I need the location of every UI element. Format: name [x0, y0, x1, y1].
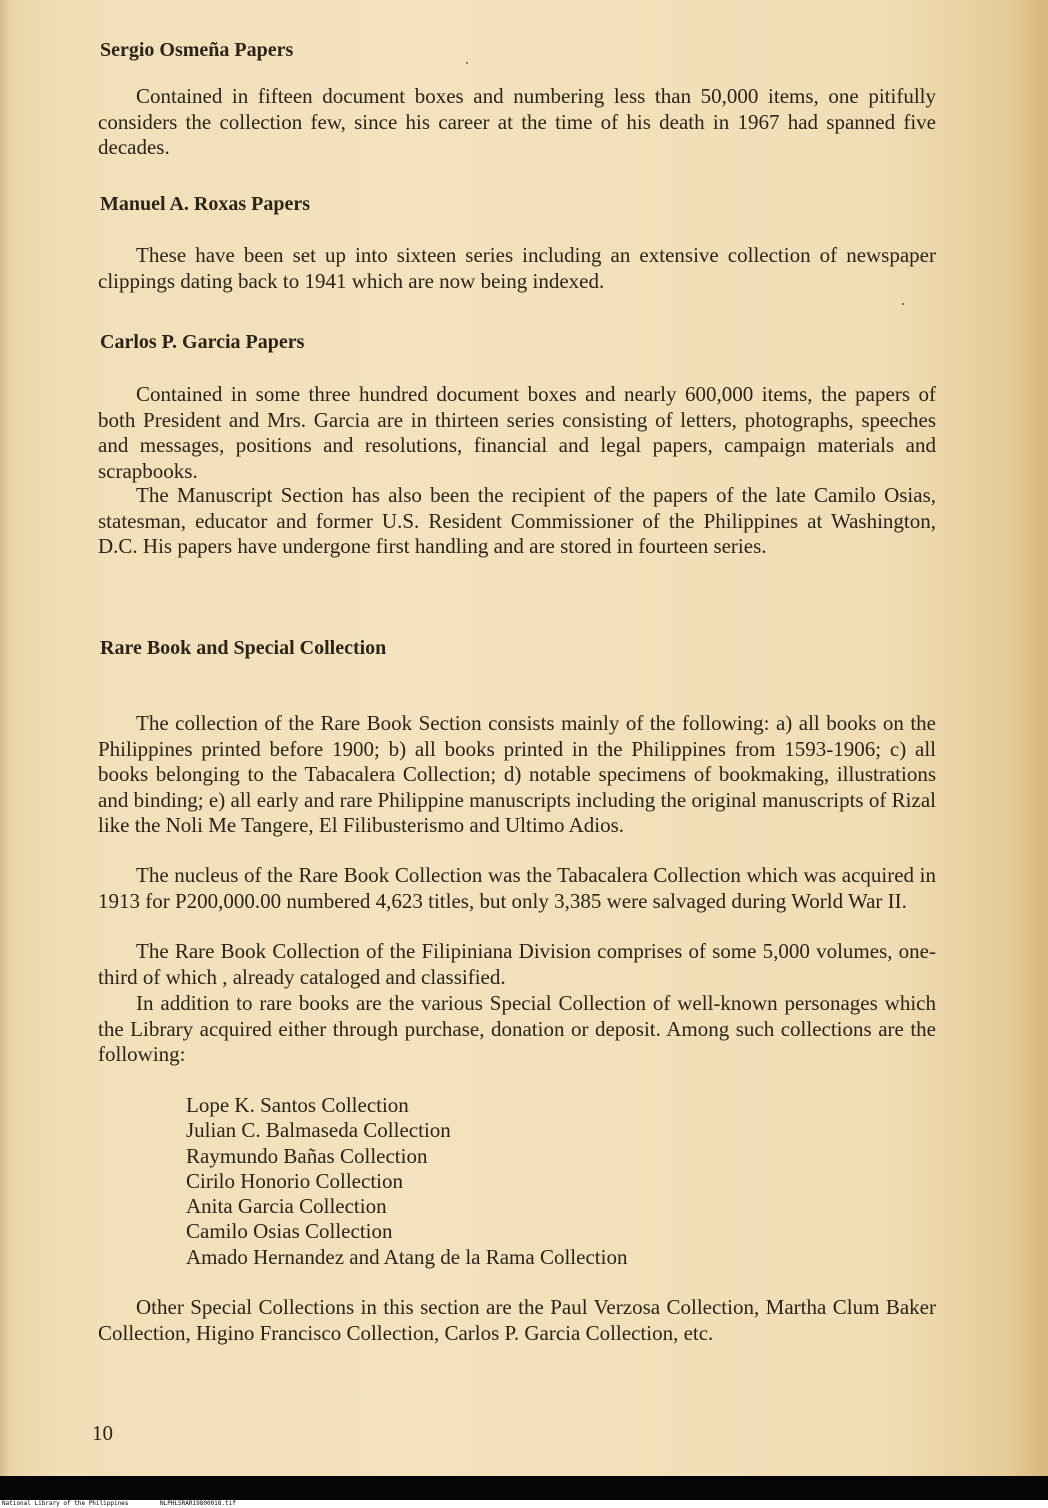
list-item: Anita Garcia Collection [186, 1194, 387, 1219]
special-collections-list [186, 1093, 627, 1270]
list-item: Raymundo Bañas Collection [186, 1143, 428, 1168]
paragraph-garcia-1: Contained in some three hundred document boxes and nearly 600,000 items, the papers of both President and Mrs. Garcia are in thirteen series consisting of letters, photographs, speeches and messages, positions and resolutions, financial and legal papers, campaign materials and scrapbooks. [98, 382, 936, 483]
list-item: Camilo Osias Collection [186, 1219, 393, 1244]
paper-speck [466, 62, 468, 64]
list-item: Cirilo Honorio Collection [186, 1168, 403, 1193]
heading-manuel-roxas-papers: Manuel A. Roxas Papers [100, 193, 310, 215]
paragraph-rare-book-2: The nucleus of the Rare Book Collection was the Tabacalera Collection which was acquired in 1913 for P200,000.00 numbered 4,623 titles, but only 3,385 were salvaged during World War II. [98, 863, 936, 913]
page-number: 10 [92, 1421, 113, 1445]
paragraph-other-collections: Other Special Collections in this section are the Paul Verzosa Collection, Martha Clum Baker Collection, Higino Francisco Collection, Carlos P. Garcia Collection, etc. [98, 1295, 936, 1345]
paragraph-garcia-2: The Manuscript Section has also been the recipient of the papers of the late Camilo Osias, statesman, educator and former U.S. Resident Commissioner of the Philippines at Washington, D.C. His papers have undergone first handling and are stored in fourteen series. [98, 483, 936, 558]
list-item: Julian C. Balmaseda Collection [186, 1118, 451, 1143]
scan-footer [0, 1500, 1048, 1508]
footer-source: National Library of the Philippines [2, 1500, 129, 1507]
heading-rare-book-special-collection: Rare Book and Special Collection [100, 637, 387, 659]
paper-speck [902, 303, 904, 305]
paragraph-osmena: Contained in fifteen document boxes and numbering less than 50,000 items, one pitifully considers the collection few, since his career at the time of his death in 1967 had spanned five decades. [98, 84, 936, 159]
paragraph-rare-book-1: The collection of the Rare Book Section consists mainly of the following: a) all books on the Philippines printed before 1900; b) all books printed in the Philippines from 1593-1906; c) all books belonging to the Tabacalera Collection; d) notable specimens of bookmaking, illustrations and binding; e) all early and rare Philippine manuscripts including the original manuscripts of Rizal like the Noli Me Tangere, El Filibusterismo and Ultimo Adios. [98, 711, 936, 837]
paragraph-roxas: These have been set up into sixteen series including an extensive collection of newspaper clippings dating back to 1941 which are now being indexed. [98, 243, 936, 293]
list-item: Amado Hernandez and Atang de la Rama Collection [186, 1244, 628, 1269]
paragraph-rare-book-3: The Rare Book Collection of the Filipiniana Division comprises of some 5,000 volumes, one-third of which , already cataloged and classified. [98, 939, 936, 989]
heading-sergio-osmena-papers: Sergio Osmeña Papers [100, 39, 294, 61]
paragraph-rare-book-4: In addition to rare books are the various Special Collection of well-known personages which the Library acquired either through purchase, donation or deposit. Among such collections are the following: [98, 991, 936, 1066]
scan-bottom-bar [0, 1476, 1048, 1500]
list-item: Lope K. Santos Collection [186, 1093, 409, 1117]
heading-carlos-garcia-papers: Carlos P. Garcia Papers [100, 331, 305, 353]
footer-file: NLPHLSRAR19800018.tif [160, 1500, 236, 1507]
